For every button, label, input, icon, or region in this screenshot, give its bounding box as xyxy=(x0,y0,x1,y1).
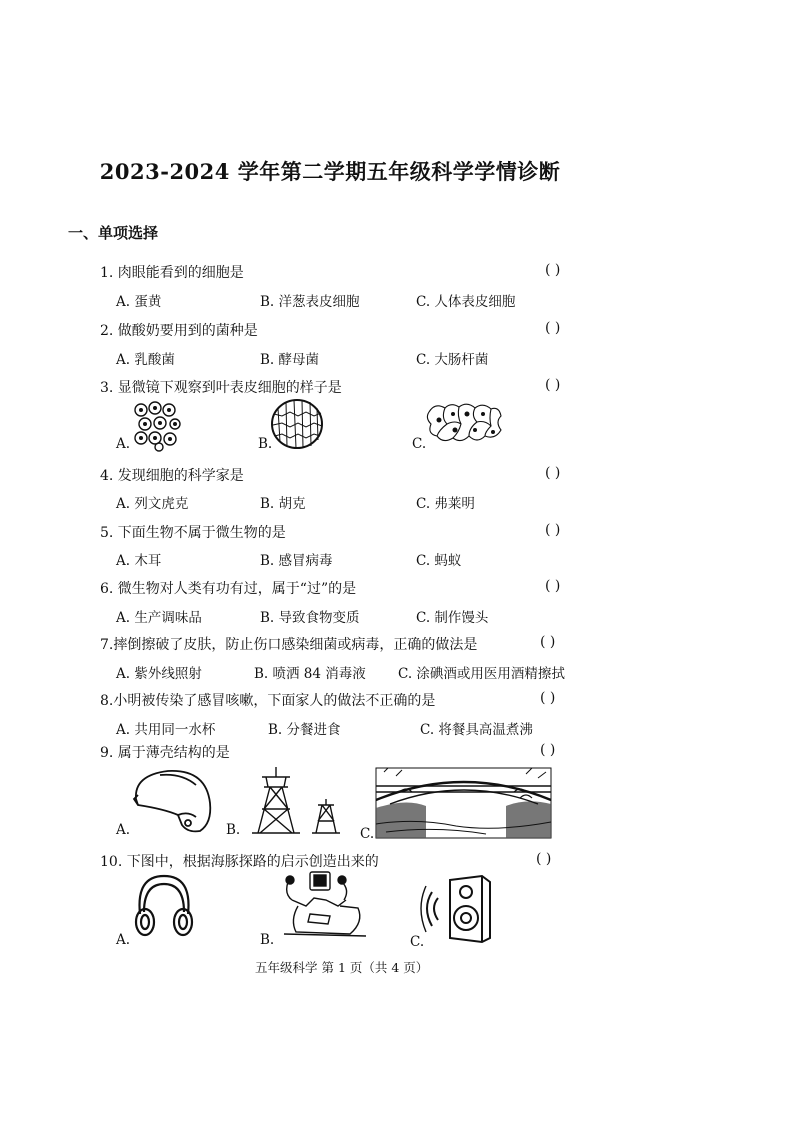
answer-blank-2[interactable]: ( ) xyxy=(545,320,561,336)
headphones-icon xyxy=(132,872,197,938)
q7-option-a: A. 紫外线照射 xyxy=(116,666,202,682)
q3-option-a: A. xyxy=(116,436,131,452)
q7-option-b: B. 喷洒 84 消毒液 xyxy=(254,666,366,682)
q2-option-a: A. 乳酸菌 xyxy=(116,352,175,368)
question-6: 6. 微生物对人类有功有过，属于“过”的是 xyxy=(100,581,357,597)
q6-option-a: A. 生产调味品 xyxy=(116,610,202,626)
answer-blank-6[interactable]: ( ) xyxy=(545,578,561,594)
round-cells-icon xyxy=(133,402,183,450)
question-9: 9. 属于薄壳结构的是 xyxy=(100,745,230,761)
tower-icon xyxy=(248,765,348,837)
q4-option-b: B. 胡克 xyxy=(260,496,306,512)
irregular-cells-icon xyxy=(425,400,505,445)
answer-blank-10[interactable]: ( ) xyxy=(536,851,552,867)
question-8: 8.小明被传染了感冒咳嗽，下面家人的做法不正确的是 xyxy=(100,693,436,709)
answer-blank-9[interactable]: ( ) xyxy=(540,742,556,758)
q6-option-b: B. 导致食物变质 xyxy=(260,610,360,626)
q3-option-b: B. xyxy=(258,436,273,452)
q5-option-b: B. 感冒病毒 xyxy=(260,553,333,569)
q2-option-b: B. 酵母菌 xyxy=(260,352,320,368)
speaker-icon xyxy=(424,874,496,942)
q5-option-a: A. 木耳 xyxy=(116,553,162,569)
answer-blank-8[interactable]: ( ) xyxy=(540,690,556,706)
q2-option-c: C. 大肠杆菌 xyxy=(416,352,489,368)
q1-option-c: C. 人体表皮细胞 xyxy=(416,294,516,310)
page-footer: 五年级科学 第 1 页（共 4 页） xyxy=(255,960,429,975)
q3-option-c: C. xyxy=(412,436,427,452)
question-5: 5. 下面生物不属于微生物的是 xyxy=(100,525,286,541)
q9-option-c: C. xyxy=(360,826,375,842)
answer-blank-7[interactable]: ( ) xyxy=(540,634,556,650)
q10-option-c: C. xyxy=(410,934,425,950)
q8-option-b: B. 分餐进食 xyxy=(268,722,341,738)
q8-option-c: C. 将餐具高温煮沸 xyxy=(420,722,533,738)
question-3: 3. 显微镜下观察到叶表皮细胞的样子是 xyxy=(100,380,342,396)
q6-option-c: C. 制作馒头 xyxy=(416,610,489,626)
q1-option-b: B. 洋葱表皮细胞 xyxy=(260,294,360,310)
answer-blank-4[interactable]: ( ) xyxy=(545,465,561,481)
q9-option-a: A. xyxy=(116,822,131,838)
question-4: 4. 发现细胞的科学家是 xyxy=(100,468,244,484)
question-10: 10. 下图中，根据海豚探路的启示创造出来的 xyxy=(100,854,379,870)
question-1: 1. 肉眼能看到的细胞是 xyxy=(100,265,244,281)
answer-blank-1[interactable]: ( ) xyxy=(545,262,561,278)
section-heading: 一、单项选择 xyxy=(68,224,159,242)
q10-option-b: B. xyxy=(260,932,275,948)
q5-option-c: C. 蚂蚁 xyxy=(416,553,462,569)
question-7: 7.摔倒擦破了皮肤，防止伤口感染细菌或病毒，正确的做法是 xyxy=(100,637,478,653)
answer-blank-3[interactable]: ( ) xyxy=(545,377,561,393)
q1-option-a: A. 蛋黄 xyxy=(116,294,162,310)
q4-option-c: C. 弗莱明 xyxy=(416,496,475,512)
q4-option-a: A. 列文虎克 xyxy=(116,496,189,512)
pilot-icon xyxy=(280,870,370,940)
page-title: 2023-2024 学年第二学期五年级科学学情诊断 xyxy=(99,159,561,184)
answer-blank-5[interactable]: ( ) xyxy=(545,522,561,538)
q9-option-b: B. xyxy=(226,822,241,838)
q8-option-a: A. 共用同一水杯 xyxy=(116,722,216,738)
q7-option-c: C. 涂碘酒或用医用酒精擦拭 xyxy=(398,666,565,682)
leaf-epidermis-icon xyxy=(270,398,325,450)
helmet-icon xyxy=(130,765,216,837)
arch-bridge-icon xyxy=(376,768,551,838)
question-2: 2. 做酸奶要用到的菌种是 xyxy=(100,323,258,339)
q10-option-a: A. xyxy=(116,932,131,948)
